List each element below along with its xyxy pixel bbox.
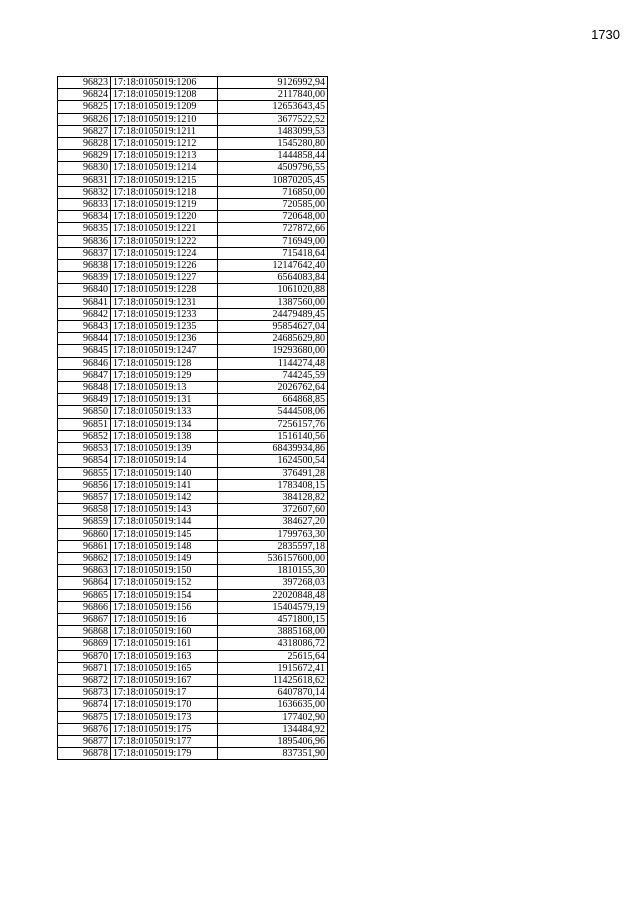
cadastral-number-cell: 17:18:0105019:170 <box>111 699 218 711</box>
row-number-cell: 96840 <box>58 284 111 296</box>
cadastral-number-cell: 17:18:0105019:161 <box>111 638 218 650</box>
table-row <box>58 516 328 528</box>
cadastral-value-table <box>57 76 328 760</box>
table-row <box>58 504 328 516</box>
cadastral-number-cell: 17:18:0105019:177 <box>111 735 218 747</box>
cadastral-number-cell: 17:18:0105019:163 <box>111 650 218 662</box>
cadastral-number-cell: 17:18:0105019:1220 <box>111 211 218 223</box>
cadastral-value-cell: 715418,64 <box>218 247 328 259</box>
table-row <box>58 211 328 223</box>
table-row <box>58 223 328 235</box>
cadastral-value-cell: 384627,20 <box>218 516 328 528</box>
row-number-cell: 96837 <box>58 247 111 259</box>
cadastral-value-cell: 1895406,96 <box>218 735 328 747</box>
row-number-cell: 96843 <box>58 321 111 333</box>
cadastral-value-cell: 11425618,62 <box>218 674 328 686</box>
cadastral-value-cell: 2026762,64 <box>218 382 328 394</box>
cadastral-number-cell: 17:18:0105019:160 <box>111 626 218 638</box>
row-number-cell: 96844 <box>58 333 111 345</box>
cadastral-number-cell: 17:18:0105019:13 <box>111 382 218 394</box>
table-row <box>58 186 328 198</box>
cadastral-value-cell: 10870205,45 <box>218 174 328 186</box>
table-row <box>58 406 328 418</box>
cadastral-value-cell: 6564083,84 <box>218 272 328 284</box>
table-row <box>58 113 328 125</box>
cadastral-number-cell: 17:18:0105019:138 <box>111 430 218 442</box>
table-row <box>58 601 328 613</box>
cadastral-number-cell: 17:18:0105019:1233 <box>111 308 218 320</box>
row-number-cell: 96830 <box>58 162 111 174</box>
row-number-cell: 96845 <box>58 345 111 357</box>
cadastral-value-cell: 384128,82 <box>218 491 328 503</box>
cadastral-value-cell: 1444858,44 <box>218 150 328 162</box>
cadastral-number-cell: 17:18:0105019:1212 <box>111 138 218 150</box>
row-number-cell: 96835 <box>58 223 111 235</box>
cadastral-number-cell: 17:18:0105019:133 <box>111 406 218 418</box>
row-number-cell: 96847 <box>58 369 111 381</box>
cadastral-number-cell: 17:18:0105019:1209 <box>111 101 218 113</box>
cadastral-value-cell: 1624500,54 <box>218 455 328 467</box>
row-number-cell: 96836 <box>58 235 111 247</box>
cadastral-number-cell: 17:18:0105019:1211 <box>111 125 218 137</box>
cadastral-number-cell: 17:18:0105019:17 <box>111 687 218 699</box>
cadastral-value-cell: 1483099,53 <box>218 125 328 137</box>
cadastral-number-cell: 17:18:0105019:1247 <box>111 345 218 357</box>
cadastral-number-cell: 17:18:0105019:149 <box>111 552 218 564</box>
row-number-cell: 96854 <box>58 455 111 467</box>
cadastral-number-cell: 17:18:0105019:175 <box>111 723 218 735</box>
table-row <box>58 735 328 747</box>
table-row <box>58 247 328 259</box>
cadastral-value-cell: 1799763,30 <box>218 528 328 540</box>
row-number-cell: 96824 <box>58 89 111 101</box>
cadastral-value-cell: 1061020,88 <box>218 284 328 296</box>
table-row <box>58 418 328 430</box>
table-row <box>58 662 328 674</box>
table-row <box>58 589 328 601</box>
cadastral-value-cell: 4571800,15 <box>218 613 328 625</box>
cadastral-value-cell: 1387560,00 <box>218 296 328 308</box>
row-number-cell: 96867 <box>58 613 111 625</box>
row-number-cell: 96869 <box>58 638 111 650</box>
cadastral-value-cell: 24685629,80 <box>218 333 328 345</box>
table-row <box>58 138 328 150</box>
cadastral-value-cell: 22020848,48 <box>218 589 328 601</box>
table-row <box>58 650 328 662</box>
row-number-cell: 96842 <box>58 308 111 320</box>
cadastral-number-cell: 17:18:0105019:1227 <box>111 272 218 284</box>
cadastral-number-cell: 17:18:0105019:1226 <box>111 260 218 272</box>
table-row <box>58 748 328 760</box>
row-number-cell: 96858 <box>58 504 111 516</box>
cadastral-value-cell: 376491,28 <box>218 467 328 479</box>
cadastral-value-cell: 4509796,55 <box>218 162 328 174</box>
cadastral-value-cell: 1810155,30 <box>218 565 328 577</box>
table-row <box>58 89 328 101</box>
table-row <box>58 174 328 186</box>
table-row <box>58 308 328 320</box>
row-number-cell: 96877 <box>58 735 111 747</box>
table-row <box>58 552 328 564</box>
cadastral-number-cell: 17:18:0105019:1208 <box>111 89 218 101</box>
cadastral-number-cell: 17:18:0105019:128 <box>111 357 218 369</box>
cadastral-number-cell: 17:18:0105019:1214 <box>111 162 218 174</box>
row-number-cell: 96834 <box>58 211 111 223</box>
cadastral-value-cell: 12147642,40 <box>218 260 328 272</box>
cadastral-value-cell: 720648,00 <box>218 211 328 223</box>
table-row <box>58 723 328 735</box>
cadastral-value-cell: 134484,92 <box>218 723 328 735</box>
row-number-cell: 96862 <box>58 552 111 564</box>
table-row <box>58 455 328 467</box>
cadastral-number-cell: 17:18:0105019:129 <box>111 369 218 381</box>
table-row <box>58 125 328 137</box>
row-number-cell: 96874 <box>58 699 111 711</box>
cadastral-value-cell: 95854627,04 <box>218 321 328 333</box>
cadastral-number-cell: 17:18:0105019:1235 <box>111 321 218 333</box>
row-number-cell: 96848 <box>58 382 111 394</box>
row-number-cell: 96865 <box>58 589 111 601</box>
row-number-cell: 96875 <box>58 711 111 723</box>
table-row <box>58 479 328 491</box>
cadastral-value-cell: 5444508,06 <box>218 406 328 418</box>
cadastral-value-cell: 68439934,86 <box>218 443 328 455</box>
row-number-cell: 96828 <box>58 138 111 150</box>
row-number-cell: 96859 <box>58 516 111 528</box>
row-number-cell: 96861 <box>58 540 111 552</box>
cadastral-number-cell: 17:18:0105019:139 <box>111 443 218 455</box>
row-number-cell: 96852 <box>58 430 111 442</box>
table-row <box>58 613 328 625</box>
row-number-cell: 96829 <box>58 150 111 162</box>
row-number-cell: 96846 <box>58 357 111 369</box>
cadastral-value-cell: 1516140,56 <box>218 430 328 442</box>
row-number-cell: 96871 <box>58 662 111 674</box>
cadastral-number-cell: 17:18:0105019:131 <box>111 394 218 406</box>
cadastral-number-cell: 17:18:0105019:1222 <box>111 235 218 247</box>
cadastral-number-cell: 17:18:0105019:148 <box>111 540 218 552</box>
table-row <box>58 443 328 455</box>
cadastral-value-cell: 6407870,14 <box>218 687 328 699</box>
row-number-cell: 96878 <box>58 748 111 760</box>
cadastral-value-cell: 25615,64 <box>218 650 328 662</box>
cadastral-value-cell: 716949,00 <box>218 235 328 247</box>
cadastral-value-cell: 1636635,00 <box>218 699 328 711</box>
row-number-cell: 96872 <box>58 674 111 686</box>
cadastral-value-cell: 12653643,45 <box>218 101 328 113</box>
table-row <box>58 674 328 686</box>
cadastral-value-cell: 1144274,48 <box>218 357 328 369</box>
row-number-cell: 96868 <box>58 626 111 638</box>
table-row <box>58 467 328 479</box>
cadastral-number-cell: 17:18:0105019:1206 <box>111 77 218 89</box>
table-row <box>58 162 328 174</box>
cadastral-value-cell: 837351,90 <box>218 748 328 760</box>
cadastral-number-cell: 17:18:0105019:1221 <box>111 223 218 235</box>
row-number-cell: 96864 <box>58 577 111 589</box>
row-number-cell: 96831 <box>58 174 111 186</box>
cadastral-value-cell: 177402,90 <box>218 711 328 723</box>
cadastral-number-cell: 17:18:0105019:1231 <box>111 296 218 308</box>
row-number-cell: 96866 <box>58 601 111 613</box>
row-number-cell: 96851 <box>58 418 111 430</box>
row-number-cell: 96863 <box>58 565 111 577</box>
row-number-cell: 96839 <box>58 272 111 284</box>
row-number-cell: 96826 <box>58 113 111 125</box>
cadastral-value-cell: 727872,66 <box>218 223 328 235</box>
table-row <box>58 711 328 723</box>
cadastral-value-cell: 4318086,72 <box>218 638 328 650</box>
cadastral-value-cell: 744245,59 <box>218 369 328 381</box>
table-row <box>58 345 328 357</box>
cadastral-value-cell: 720585,00 <box>218 199 328 211</box>
row-number-cell: 96853 <box>58 443 111 455</box>
cadastral-number-cell: 17:18:0105019:1228 <box>111 284 218 296</box>
cadastral-value-cell: 372607,60 <box>218 504 328 516</box>
table-row <box>58 577 328 589</box>
row-number-cell: 96873 <box>58 687 111 699</box>
row-number-cell: 96850 <box>58 406 111 418</box>
table-row <box>58 272 328 284</box>
cadastral-value-cell: 2117840,00 <box>218 89 328 101</box>
table-row <box>58 357 328 369</box>
table-row <box>58 394 328 406</box>
table-row <box>58 101 328 113</box>
cadastral-number-cell: 17:18:0105019:1210 <box>111 113 218 125</box>
cadastral-value-cell: 1783408,15 <box>218 479 328 491</box>
cadastral-number-cell: 17:18:0105019:156 <box>111 601 218 613</box>
page-number: 1730 <box>591 27 620 42</box>
table-row <box>58 528 328 540</box>
cadastral-number-cell: 17:18:0105019:167 <box>111 674 218 686</box>
cadastral-number-cell: 17:18:0105019:145 <box>111 528 218 540</box>
row-number-cell: 96855 <box>58 467 111 479</box>
row-number-cell: 96825 <box>58 101 111 113</box>
row-number-cell: 96860 <box>58 528 111 540</box>
table-row <box>58 333 328 345</box>
cadastral-value-cell: 7256157,76 <box>218 418 328 430</box>
table-row <box>58 296 328 308</box>
table-row <box>58 540 328 552</box>
row-number-cell: 96849 <box>58 394 111 406</box>
cadastral-value-cell: 1545280,80 <box>218 138 328 150</box>
cadastral-value-cell: 15404579,19 <box>218 601 328 613</box>
table-row <box>58 491 328 503</box>
cadastral-number-cell: 17:18:0105019:144 <box>111 516 218 528</box>
cadastral-number-cell: 17:18:0105019:152 <box>111 577 218 589</box>
row-number-cell: 96838 <box>58 260 111 272</box>
cadastral-value-cell: 24479489,45 <box>218 308 328 320</box>
cadastral-number-cell: 17:18:0105019:14 <box>111 455 218 467</box>
cadastral-number-cell: 17:18:0105019:154 <box>111 589 218 601</box>
table-row <box>58 430 328 442</box>
row-number-cell: 96827 <box>58 125 111 137</box>
cadastral-value-cell: 2835597,18 <box>218 540 328 552</box>
row-number-cell: 96832 <box>58 186 111 198</box>
cadastral-number-cell: 17:18:0105019:1215 <box>111 174 218 186</box>
table-row <box>58 321 328 333</box>
table-row <box>58 687 328 699</box>
table-row <box>58 199 328 211</box>
table-row <box>58 565 328 577</box>
cadastral-number-cell: 17:18:0105019:143 <box>111 504 218 516</box>
cadastral-number-cell: 17:18:0105019:142 <box>111 491 218 503</box>
row-number-cell: 96841 <box>58 296 111 308</box>
cadastral-number-cell: 17:18:0105019:1236 <box>111 333 218 345</box>
row-number-cell: 96823 <box>58 77 111 89</box>
table-row <box>58 382 328 394</box>
table-row <box>58 626 328 638</box>
table-body <box>58 77 328 760</box>
row-number-cell: 96876 <box>58 723 111 735</box>
cadastral-number-cell: 17:18:0105019:179 <box>111 748 218 760</box>
table-row <box>58 369 328 381</box>
table-row <box>58 77 328 89</box>
table-row <box>58 150 328 162</box>
cadastral-number-cell: 17:18:0105019:16 <box>111 613 218 625</box>
cadastral-number-cell: 17:18:0105019:134 <box>111 418 218 430</box>
row-number-cell: 96833 <box>58 199 111 211</box>
cadastral-number-cell: 17:18:0105019:173 <box>111 711 218 723</box>
table-row <box>58 260 328 272</box>
cadastral-number-cell: 17:18:0105019:140 <box>111 467 218 479</box>
cadastral-number-cell: 17:18:0105019:1218 <box>111 186 218 198</box>
cadastral-number-cell: 17:18:0105019:150 <box>111 565 218 577</box>
cadastral-number-cell: 17:18:0105019:165 <box>111 662 218 674</box>
table-row <box>58 284 328 296</box>
cadastral-value-cell: 716850,00 <box>218 186 328 198</box>
row-number-cell: 96856 <box>58 479 111 491</box>
cadastral-number-cell: 17:18:0105019:1219 <box>111 199 218 211</box>
cadastral-number-cell: 17:18:0105019:141 <box>111 479 218 491</box>
cadastral-number-cell: 17:18:0105019:1224 <box>111 247 218 259</box>
cadastral-value-cell: 664868,85 <box>218 394 328 406</box>
row-number-cell: 96870 <box>58 650 111 662</box>
cadastral-value-cell: 9126992,94 <box>218 77 328 89</box>
table-row <box>58 235 328 247</box>
cadastral-value-cell: 1915672,41 <box>218 662 328 674</box>
cadastral-value-cell: 3677522,52 <box>218 113 328 125</box>
table-row <box>58 699 328 711</box>
cadastral-value-cell: 3885168,00 <box>218 626 328 638</box>
cadastral-value-cell: 536157600,00 <box>218 552 328 564</box>
cadastral-value-cell: 397268,03 <box>218 577 328 589</box>
row-number-cell: 96857 <box>58 491 111 503</box>
cadastral-number-cell: 17:18:0105019:1213 <box>111 150 218 162</box>
cadastral-value-cell: 19293680,00 <box>218 345 328 357</box>
table-row <box>58 638 328 650</box>
